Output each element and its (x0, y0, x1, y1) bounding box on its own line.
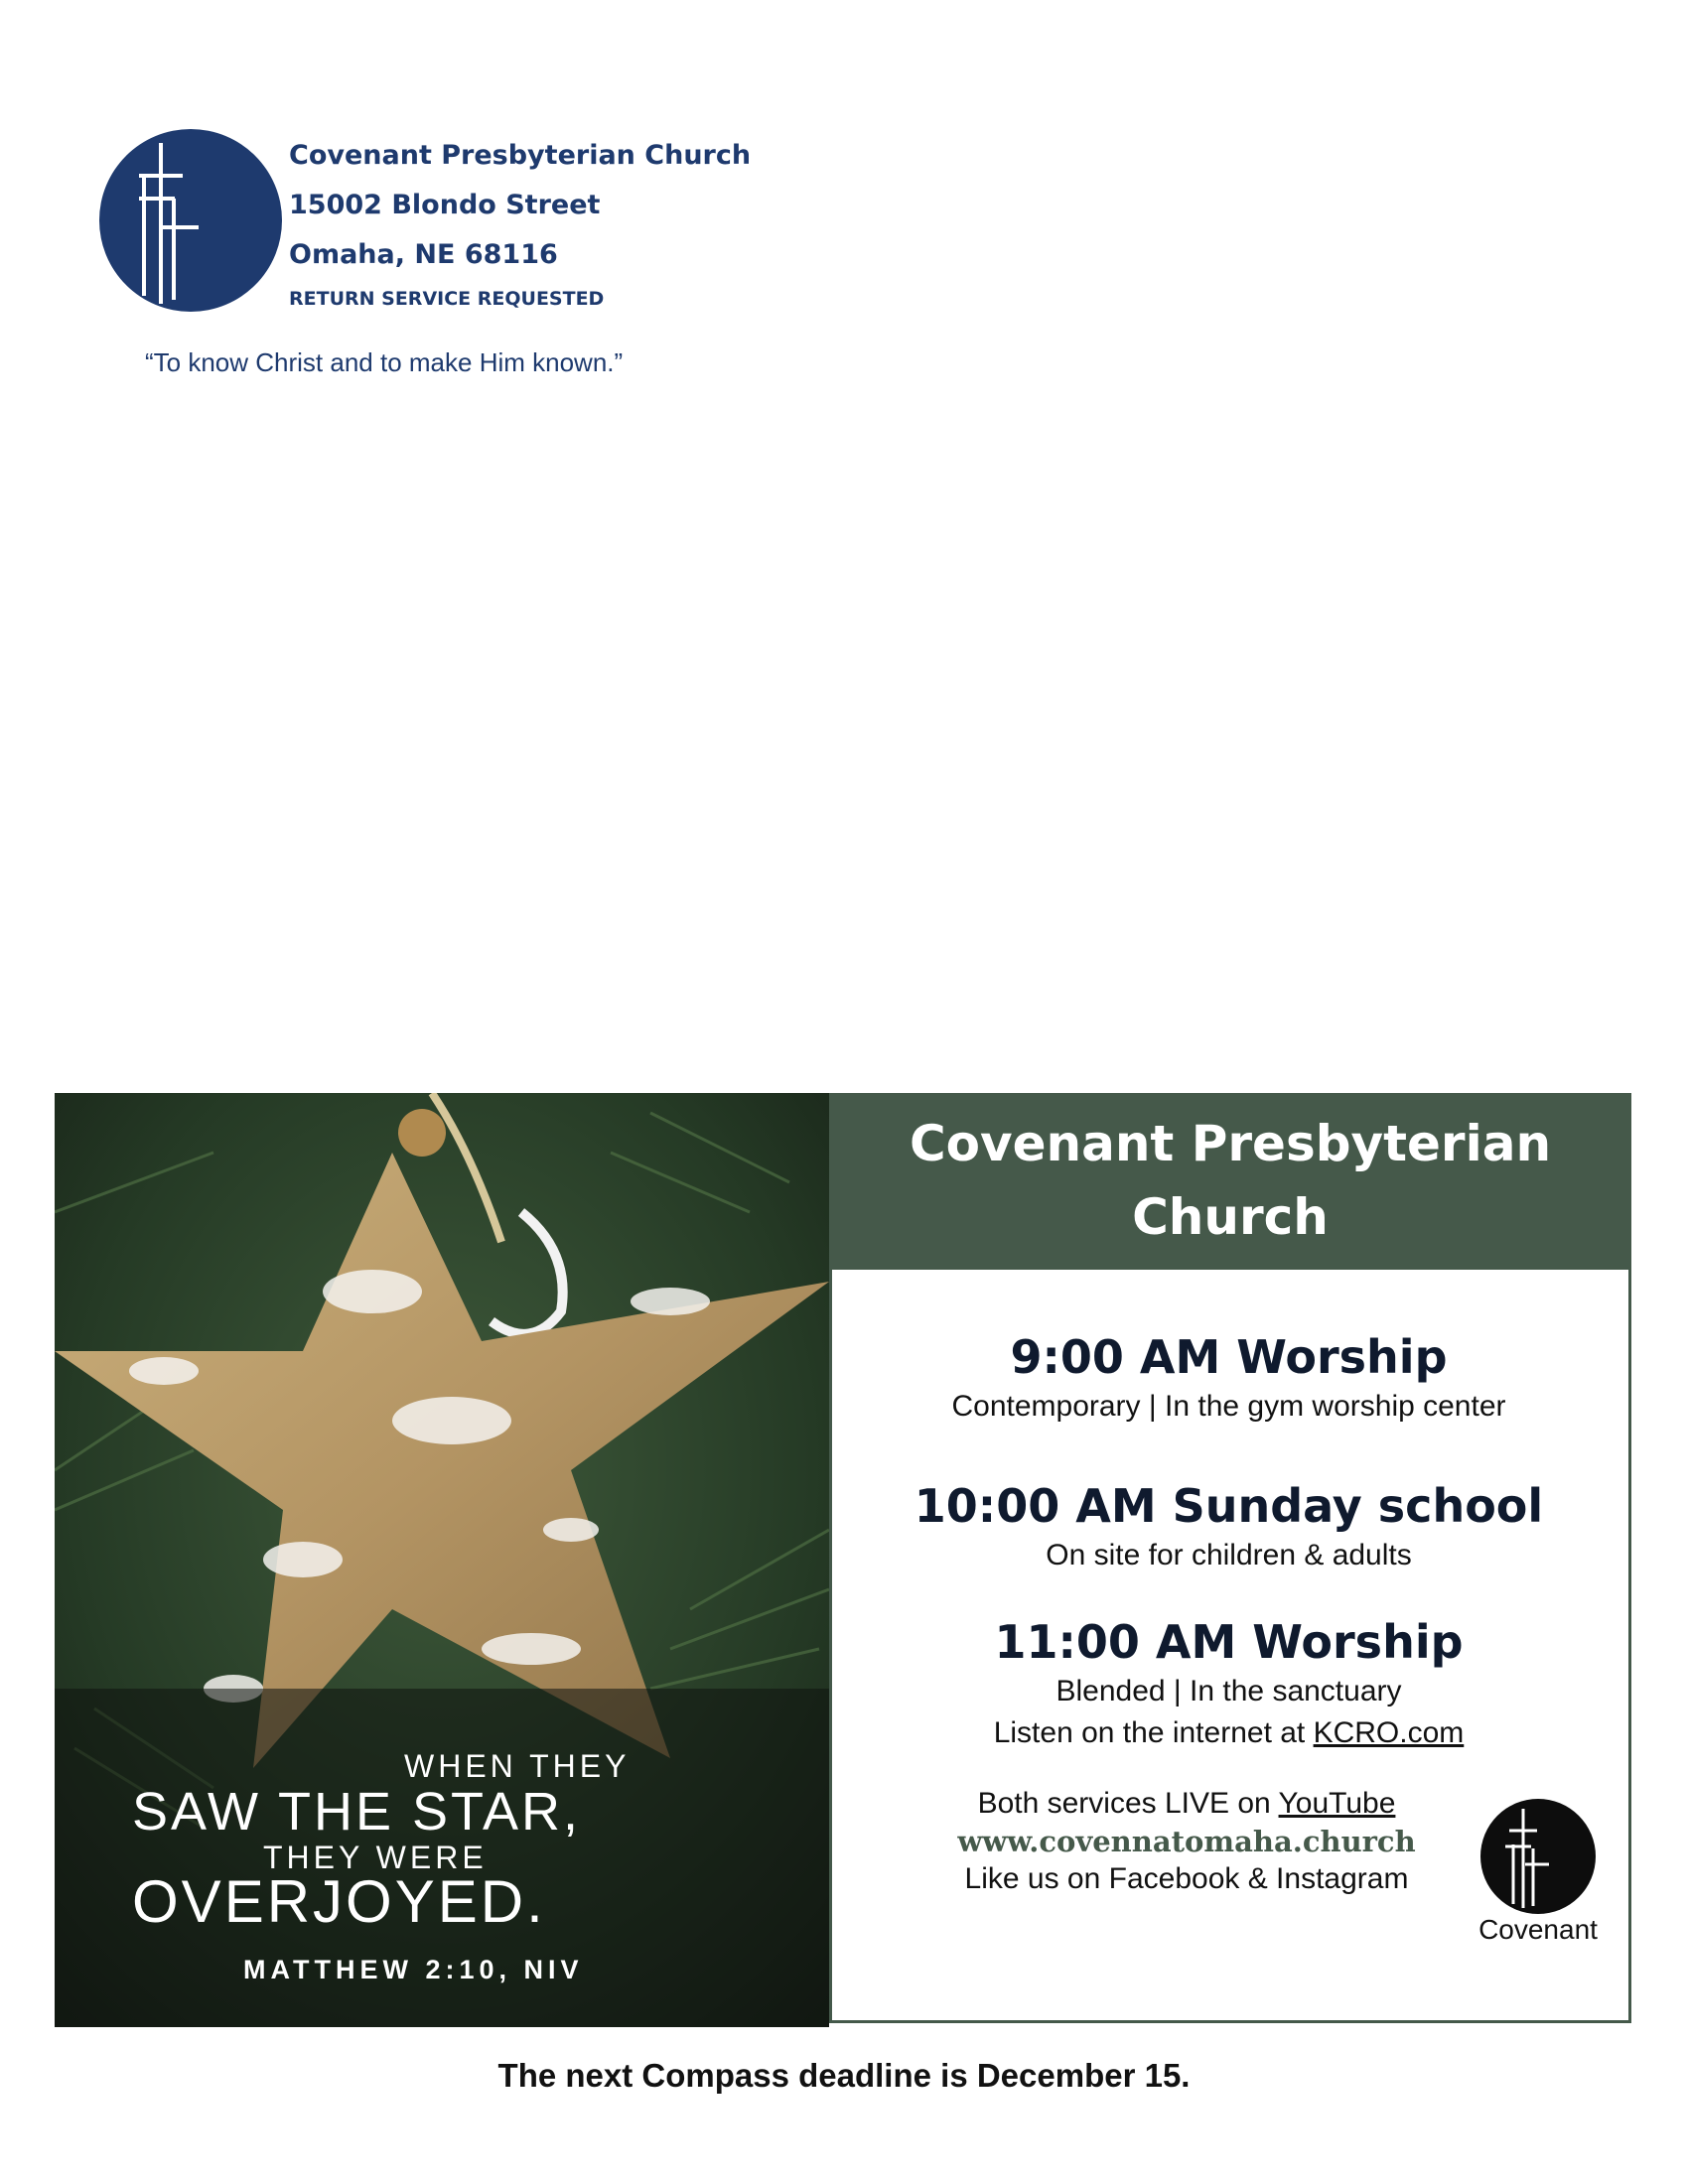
online-info (829, 1787, 1544, 1896)
service-2 (829, 1479, 1628, 1572)
social-line: Like us on Facebook & Instagram (964, 1862, 1409, 1895)
church-logo-icon (99, 129, 282, 312)
mini-logo-label: Covenant (1478, 1914, 1598, 1945)
kcro-link[interactable]: KCRO.com (1313, 1716, 1465, 1749)
service-1 (829, 1330, 1628, 1424)
verse-line-1: WHEN THEY (404, 1748, 631, 1784)
card-title-line-2: Church (1132, 1188, 1329, 1246)
covenant-mini-logo (1474, 1797, 1603, 1945)
service-3-title: 11:00 AM Worship (994, 1615, 1464, 1669)
live-line (829, 1787, 1544, 1821)
listen-prefix: Listen on the internet at (993, 1716, 1314, 1749)
service-1-title: 9:00 AM Worship (1010, 1330, 1448, 1384)
verse-line-2: SAW THE STAR, (132, 1782, 582, 1842)
service-3-detail: Blended | In the sanctuary (1055, 1675, 1402, 1707)
verse-line-3: THEY WERE (263, 1840, 488, 1875)
live-prefix: Both services LIVE on (977, 1787, 1279, 1820)
service-1-detail: Contemporary | In the gym worship center (951, 1390, 1506, 1423)
verse-line-4: OVERJOYED. (132, 1868, 546, 1935)
star-photo (55, 1093, 829, 2027)
return-address (289, 131, 751, 314)
deadline-notice: The next Compass deadline is December 15. (497, 2057, 1191, 2094)
sender-city: Omaha, NE 68116 (289, 239, 558, 270)
return-service-notice: RETURN SERVICE REQUESTED (289, 288, 605, 310)
listen-line (829, 1716, 1628, 1750)
website-link[interactable]: www.covennatomaha.church (957, 1825, 1416, 1858)
service-3 (829, 1615, 1628, 1750)
card-title-line-1: Covenant Presbyterian (909, 1115, 1552, 1172)
sender-name: Covenant Presbyterian Church (289, 140, 752, 171)
verse-reference: MATTHEW 2:10, NIV (243, 1955, 584, 1984)
service-2-title: 10:00 AM Sunday school (914, 1479, 1544, 1533)
cross-logo-icon (1474, 1797, 1603, 1916)
sender-street: 15002 Blondo Street (289, 190, 601, 220)
card-header (829, 1093, 1631, 1270)
service-2-detail: On site for children & adults (1046, 1539, 1412, 1571)
youtube-link[interactable]: YouTube (1278, 1787, 1396, 1820)
motto: “To know Christ and to make Him known.” (145, 347, 624, 377)
